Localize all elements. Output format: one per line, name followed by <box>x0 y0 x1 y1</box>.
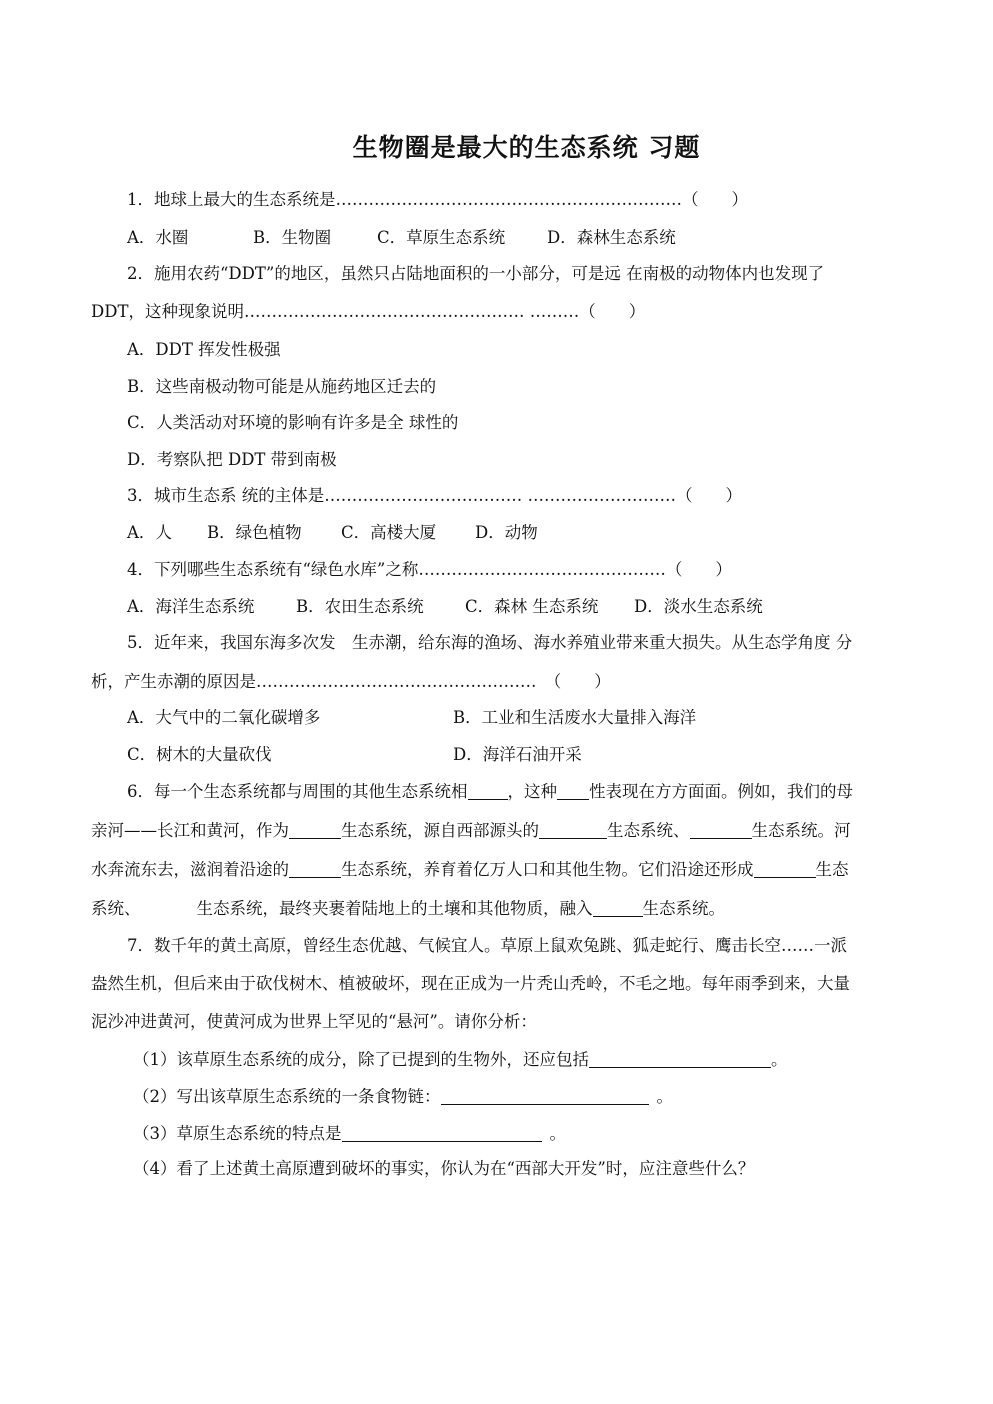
q1-options <box>127 226 676 250</box>
q3-options <box>127 521 538 545</box>
q1-option-d: D．森林生态系统 <box>547 228 676 247</box>
q7-sub1 <box>133 1048 788 1072</box>
q2-option-d: D．考察队把 DDT 带到南极 <box>127 450 337 469</box>
q2-stem-line1: 2．施用农药“DDT”的地区，虽然只占陆地面积的一小部分，可是远 在南极的动物体内也发现了 <box>127 264 825 283</box>
q6-text: 系统、 <box>91 899 141 918</box>
q7-sub2 <box>133 1085 673 1109</box>
q6-text: 生态系统，源自西部源头的 <box>341 821 539 840</box>
q4-option-b: B．农田生态系统 <box>296 597 424 616</box>
q6-line4 <box>91 897 725 921</box>
q1-option-a: A．水圈 <box>127 228 189 247</box>
q7-sub3-end: 。 <box>549 1124 566 1143</box>
q3-option-b: B．绿色植物 <box>207 523 302 542</box>
q7-sub3-text: （3）草原生态系统的特点是 <box>133 1124 342 1143</box>
q5-option-a: A．大气中的二氧化碳增多 <box>127 708 321 727</box>
q7-sub3-blank <box>342 1123 542 1142</box>
q7-sub2-text: （2）写出该草原生态系统的一条食物链： <box>133 1087 441 1106</box>
q6-text: 生态系统，最终夹裹着陆地上的土壤和其他物质，融入 <box>196 899 593 918</box>
q2-option-b: B．这些南极动物可能是从施药地区迁去的 <box>127 377 437 396</box>
q6-text: 生态系统。河 <box>751 821 851 840</box>
q5-stem-line1: 5．近年来，我国东海多次发 生赤潮，给东海的渔场、海水养殖业带来重大损失。从生态学角度 分 <box>127 633 853 652</box>
q5-stem-line2: 析，产生赤潮的原因是…………………………………………… （ ） <box>91 672 611 691</box>
q7-line3: 泥沙冲进黄河，使黄河成为世界上罕见的“悬河”。请你分析： <box>91 1012 537 1031</box>
q2-option-a: A．DDT 挥发性极强 <box>127 340 281 359</box>
q6-blank-7 <box>754 859 816 878</box>
q6-text: 亲河——长江和黄河，作为 <box>91 821 289 840</box>
q7-sub3 <box>133 1122 566 1146</box>
q4-option-c: C．森林 生态系统 <box>465 597 599 616</box>
q6-text: 性表现在方方面面。例如，我们的母 <box>589 782 853 801</box>
q1-option-c: C．草原生态系统 <box>377 228 506 247</box>
q2-stem-line2: DDT，这种现象说明…………………………………………… ………（ ） <box>91 302 646 321</box>
q6-text: 6．每一个生态系统都与周围的其他生态系统相 <box>127 782 468 801</box>
q5-option-b: B．工业和生活废水大量排入海洋 <box>453 708 697 727</box>
q6-blank-9 <box>593 898 643 917</box>
q3-option-c: C．高楼大厦 <box>341 523 437 542</box>
q5-option-c: C．树木的大量砍伐 <box>127 745 272 764</box>
q6-line3 <box>91 858 849 882</box>
q2-option-c: C．人类活动对环境的影响有许多是全 球性的 <box>127 413 459 432</box>
q7-sub1-end: 。 <box>771 1050 788 1069</box>
q6-line2 <box>91 819 851 843</box>
q7-sub4: （4）看了上述黄土高原遭到破坏的事实，你认为在“西部大开发”时，应注意些什么？ <box>133 1159 755 1178</box>
q6-blank-6 <box>289 859 341 878</box>
q4-stem: 4．下列哪些生态系统有“绿色水库”之称………………………………………（ ） <box>127 560 732 579</box>
q6-text: 生态 <box>815 860 849 879</box>
q6-text: 生态系统。 <box>642 899 725 918</box>
q6-text: ，这种 <box>507 782 557 801</box>
q4-options <box>127 595 763 619</box>
q6-blank-1 <box>468 781 508 800</box>
q3-option-a: A．人 <box>127 523 172 542</box>
q6-blank-2 <box>557 781 589 800</box>
q7-line2: 盎然生机，但后来由于砍伐树木、植被破坏，现在正成为一片秃山秃岭，不毛之地。每年雨季到来，大量 <box>91 974 850 993</box>
q3-stem: 3．城市生态系 统的主体是……………………………… ………………………（ ） <box>127 486 742 505</box>
q6-text: 生态系统，养育着亿万人口和其他生物。它们沿途还形成 <box>341 860 754 879</box>
q7-sub1-blank <box>589 1049 771 1068</box>
q4-option-a: A．海洋生态系统 <box>127 597 255 616</box>
q1-stem: 1．地球上最大的生态系统是………………………………………………………（ ） <box>127 190 748 209</box>
q3-option-d: D．动物 <box>475 523 538 542</box>
q1-option-b: B．生物圈 <box>253 228 332 247</box>
q6-text: 水奔流东去，滋润着沿途的 <box>91 860 289 879</box>
q7-line1: 7．数千年的黄土高原，曾经生态优越、气候宜人。草原上鼠欢兔跳、狐走蛇行、鹰击长空……一派 <box>127 936 847 955</box>
q6-text: 生态系统、 <box>607 821 690 840</box>
q4-option-d: D．淡水生态系统 <box>634 597 763 616</box>
q7-sub1-text: （1）该草原生态系统的成分，除了已提到的生物外，还应包括 <box>133 1050 589 1069</box>
q7-sub2-blank <box>441 1086 649 1105</box>
q6-blank-4 <box>539 820 607 839</box>
q6-line1 <box>127 780 853 804</box>
q6-blank-3 <box>289 820 341 839</box>
q7-sub2-end: 。 <box>656 1087 673 1106</box>
q6-blank-5 <box>690 820 752 839</box>
page-title: 生物圈是最大的生态系统 习题 <box>352 133 701 162</box>
q5-option-d: D．海洋石油开采 <box>453 745 582 764</box>
